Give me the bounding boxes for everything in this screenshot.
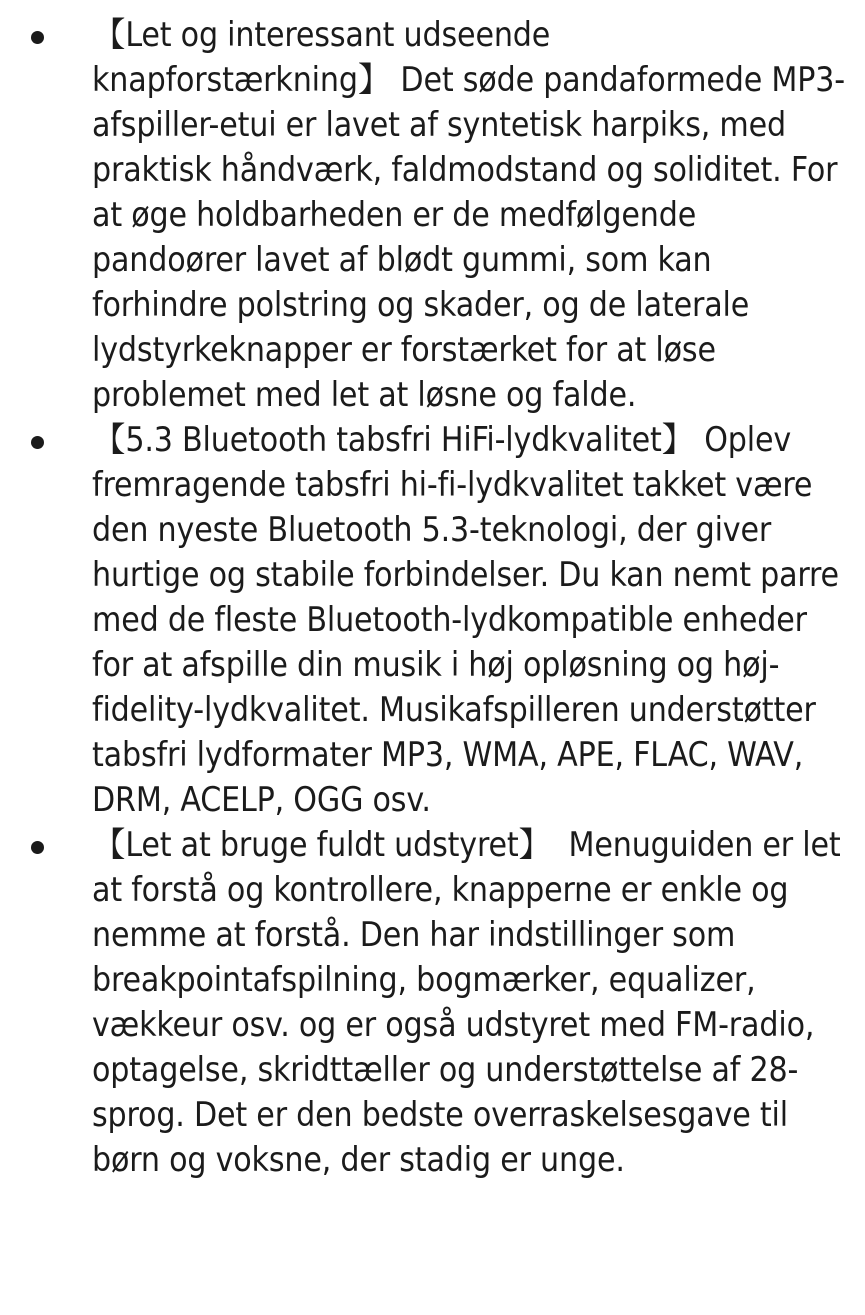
feature-paragraph-ease-of-use: 【Let at bruge fuldt udstyret】 Menuguiden er let at forstå og kontrollere, knapperne er enkle og nemme at forstå. Den har indstillinger som breakpointafspilning, bogmærker, equalizer, vækkeur osv. og er også udstyret med FM-radio, optagelse, skridttæller og understøttelse af 28-sprog. Det er den bedste overraskelsesgave til børn og voksne, der stadig er unge.	[92, 825, 841, 1179]
list-item	[0, 417, 865, 822]
bullet-point-icon	[31, 31, 44, 44]
feature-paragraph-bluetooth: 【5.3 Bluetooth tabsfri HiFi-lydkvalitet】 Oplev fremragende tabsfri hi-fi-lydkvalitet takket være den nyeste Bluetooth 5.3-teknologi, der giver hurtige og stabile forbindelser. Du kan nemt parre med de fleste Bluetooth-lydkompatible enheder for at afspille din musik i høj opløsning og høj-fidelity-lydkvalitet. Musikafspilleren understøtter tabsfri lydformater MP3, WMA, APE, FLAC, WAV, DRM, ACELP, OGG osv.	[92, 420, 839, 819]
list-item	[0, 822, 865, 1182]
bullet-point-icon	[31, 841, 44, 854]
feature-paragraph-appearance: 【Let og interessant udseende knapforstærkning】 Det søde pandaformede MP3-afspiller-etui er lavet af syntetisk harpiks, med praktisk håndværk, faldmodstand og soliditet. For at øge holdbarheden er de medfølgende pandoører lavet af blødt gummi, som kan forhindre polstring og skader, og de laterale lydstyrkeknapper er forstærket for at løse problemet med let at løsne og falde.	[92, 15, 845, 414]
list-item	[0, 0, 865, 417]
bullet-point-icon	[31, 436, 44, 449]
